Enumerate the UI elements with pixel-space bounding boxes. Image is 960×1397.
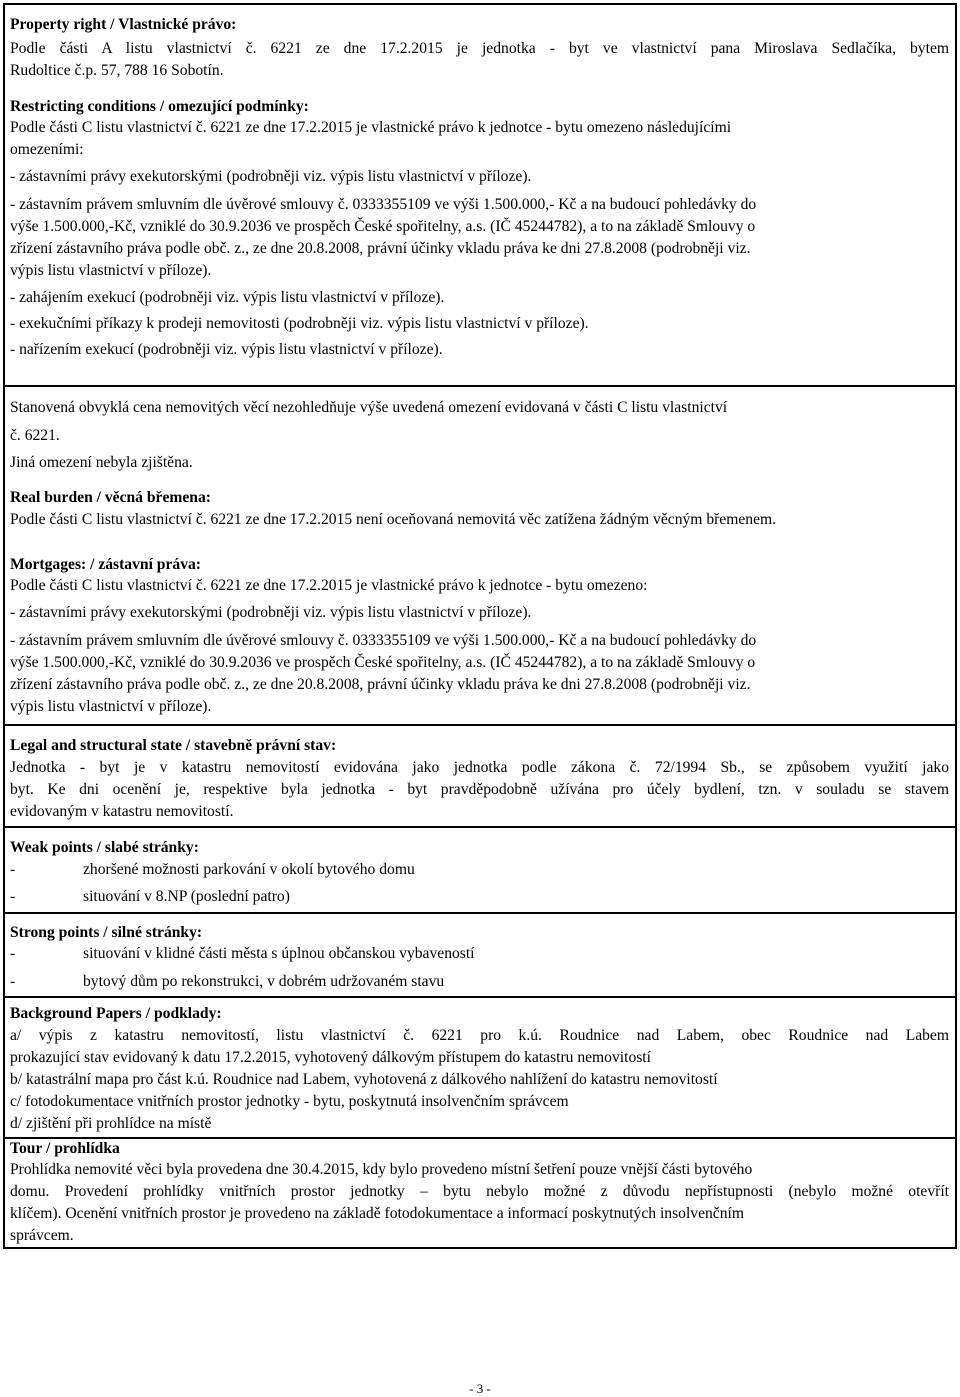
tour-text-2: domu. Provedení prohlídky vnitřních prostor jednotky – bytu nebylo možné z důvodu nepřístupnosti (nebylo možné otevřít — [10, 1183, 949, 1200]
mortgages-text-4: výše 1.500.000,-Kč, vzniklé do 30.9.2036 ve prospěch České spořitelny, a.s. (IČ 45244782), a to na základě Smlouvy o — [10, 654, 756, 671]
restricting-text-5: výše 1.500.000,-Kč, vzniklé do 30.9.2036 ve prospěch České spořitelny, a.s. (IČ 45244782), a to na základě Smlouvy o — [10, 218, 756, 235]
strong-item-text: bytový dům po rekonstrukci, v dobrém udržovaném stavu — [83, 973, 445, 990]
tour-text-4: správcem. — [10, 1227, 74, 1244]
section-tour — [3, 1138, 957, 1249]
restricting-text-8: - zahájením exekucí (podrobněji viz. výpis listu vlastnictví v příloze). — [10, 289, 445, 306]
mortgages-text-6: výpis listu vlastnictví v příloze). — [10, 698, 212, 715]
page-number: - 3 - — [469, 1381, 491, 1396]
background-heading: Background Papers / podklady: — [10, 1005, 222, 1022]
mortgages-text-3: - zástavním právem smluvním dle úvěrové smlouvy č. 0333355109 ve výši 1.500.000,- Kč a na budoucí pohledávky do — [10, 632, 757, 649]
restricting-text-7: výpis listu vlastnictví v příloze). — [10, 262, 212, 279]
tour-text-1: Prohlídka nemovité věci byla provedena dne 30.4.2015, kdy bylo provedeno místní šetření pouze vnější části bytového — [10, 1161, 753, 1178]
section-legal — [3, 725, 957, 827]
restricting-text-6: zřízení zástavního práva podle obč. z., ze dne 20.8.2008, právní účinky vkladu práva ke dni 27.8.2008 (podrobněji viz. — [10, 240, 751, 257]
legal-heading: Legal and structural state / stavebně právní stav: — [10, 737, 337, 754]
restricting-heading: Restricting conditions / omezující podmínky: — [10, 98, 309, 115]
bullet-dash: - — [10, 945, 16, 962]
restricting-text-9: - exekučními příkazy k prodeji nemovitosti (podrobněji viz. výpis listu vlastnictví v příloze). — [10, 315, 589, 332]
property-text-2: Rudoltice č.p. 57, 788 16 Sobotín. — [10, 62, 224, 79]
property-heading: Property right / Vlastnické právo: — [10, 16, 237, 33]
background-text-4: c/ fotodokumentace vnitřních prostor jednotky - bytu, poskytnutá insolvenčním správcem — [10, 1093, 569, 1110]
tour-heading: Tour / prohlídka — [10, 1140, 120, 1157]
property-text-1: Podle části A listu vlastnictví č. 6221 ze dne 17.2.2015 je jednotka - byt ve vlastnictví pana Miroslava Sedlačíka, bytem — [10, 40, 949, 57]
bullet-dash: - — [10, 861, 16, 878]
section-price-burden-mortgages — [3, 386, 957, 725]
section-background-papers — [3, 997, 957, 1138]
restricting-text-4: - zástavním právem smluvním dle úvěrové smlouvy č. 0333355109 ve výši 1.500.000,- Kč a na budoucí pohledávky do — [10, 196, 757, 213]
price-note-1: Stanovená obvyklá cena nemovitých věcí nezohledňuje výše uvedená omezení evidovaná v části C listu vlastnictví — [10, 399, 728, 416]
mortgages-heading: Mortgages: / zástavní práva: — [10, 556, 201, 573]
bullet-dash: - — [10, 973, 16, 990]
tour-text-3: klíčem). Ocenění vnitřních prostor je provedeno na základě fotodokumentace a informací poskytnutých insolvenčním — [10, 1205, 744, 1222]
section-strong-points — [3, 913, 957, 997]
mortgages-text-1: Podle části C listu vlastnictví č. 6221 ze dne 17.2.2015 je vlastnické právo k jednotce - bytu omezeno: — [10, 577, 648, 594]
background-text-5: d/ zjištění při prohlídce na místě — [10, 1115, 212, 1132]
background-text-3: b/ katastrální mapa pro část k.ú. Roudnice nad Labem, vyhotovená z dálkového nahlížení do katastru nemovitostí — [10, 1071, 718, 1088]
legal-text-2: byt. Ke dni ocenění je, respektive byla jednotka - byt pravděpodobně užívána pro účely bydlení, tzn. v souladu se stavem — [10, 781, 949, 798]
legal-text-3: evidovaným v katastru nemovitostí. — [10, 803, 234, 820]
bullet-dash: - — [10, 888, 16, 905]
weak-heading: Weak points / slabé stránky: — [10, 839, 199, 856]
restricting-text-3: - zástavními právy exekutorskými (podrobněji viz. výpis listu vlastnictví v příloze). — [10, 168, 532, 185]
mortgages-text-5: zřízení zástavního práva podle obč. z., ze dne 20.8.2008, právní účinky vkladu práva ke dni 27.8.2008 (podrobněji viz. — [10, 676, 751, 693]
section-property-restricting — [3, 3, 957, 386]
weak-item-text: zhoršené možnosti parkování v okolí bytového domu — [83, 861, 415, 878]
weak-item-text: situování v 8.NP (poslední patro) — [83, 888, 290, 905]
section-weak-points — [3, 827, 957, 913]
restricting-text-10: - nařízením exekucí (podrobněji viz. výpis listu vlastnictví v příloze). — [10, 341, 443, 358]
restricting-text-2: omezeními: — [10, 141, 84, 158]
background-text-1: a/ výpis z katastru nemovitostí, listu vlastnictví č. 6221 pro k.ú. Roudnice nad Labem, obec Roudnice nad Labem — [10, 1027, 949, 1044]
price-note-3: Jiná omezení nebyla zjištěna. — [10, 454, 193, 471]
price-note-2: č. 6221. — [10, 427, 60, 444]
restricting-text-1: Podle části C listu vlastnictví č. 6221 ze dne 17.2.2015 je vlastnické právo k jednotce - bytu omezeno následujícími — [10, 119, 732, 136]
mortgages-text-2: - zástavními právy exekutorskými (podrobněji viz. výpis listu vlastnictví v příloze). — [10, 604, 532, 621]
burden-text-1: Podle části C listu vlastnictví č. 6221 ze dne 17.2.2015 není oceňovaná nemovitá věc zatížena žádným věcným břemenem. — [10, 511, 777, 528]
strong-heading: Strong points / silné stránky: — [10, 924, 203, 941]
legal-text-1: Jednotka - byt je v katastru nemovitostí evidována jako jednotka podle zákona č. 72/1994 Sb., se způsobem využití jako — [10, 759, 949, 776]
background-text-2: prokazující stav evidovaný k datu 17.2.2015, vyhotovený dálkovým přístupem do katastru nemovitostí — [10, 1049, 651, 1066]
burden-heading: Real burden / věcná břemena: — [10, 489, 211, 506]
strong-item-text: situování v klidné části města s úplnou občanskou vybaveností — [83, 945, 475, 962]
